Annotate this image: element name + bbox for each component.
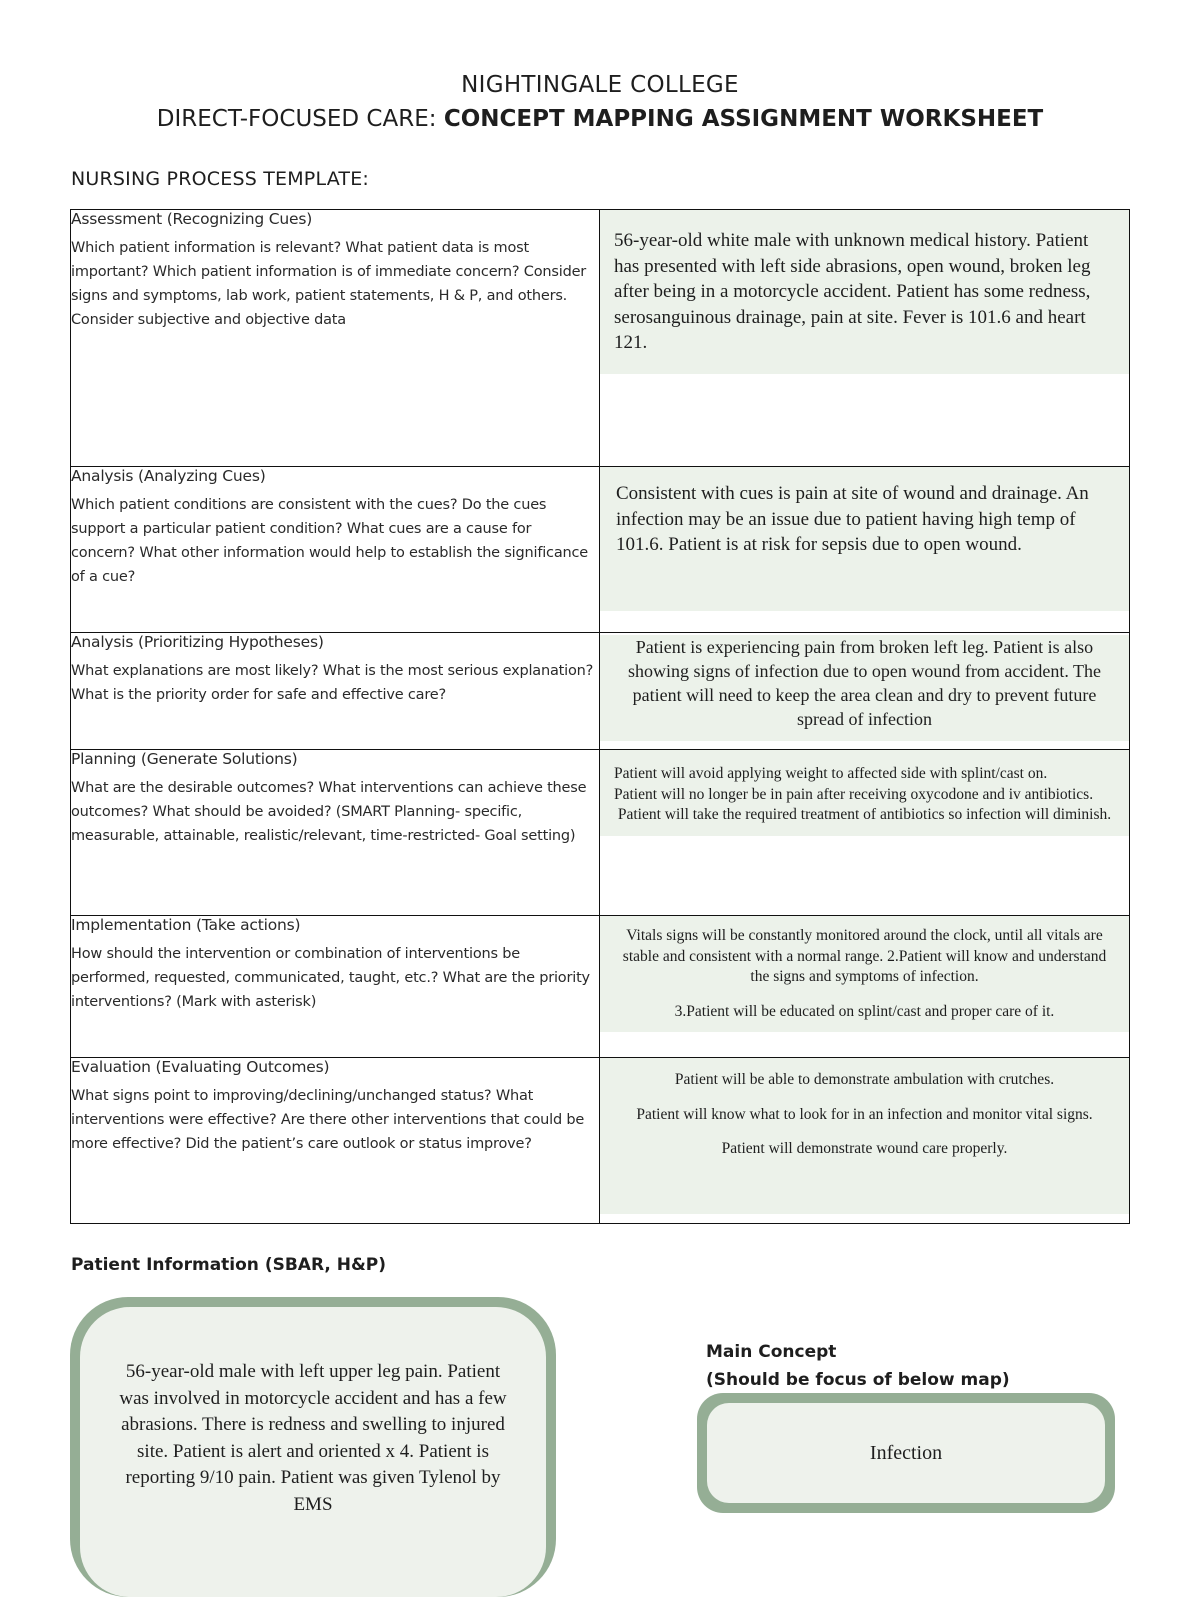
answer-cell[interactable] [600,916,1130,1058]
worksheet-title-bold: CONCEPT MAPPING ASSIGNMENT WORKSHEET [443,106,1044,132]
answer-text[interactable] [600,1058,1129,1214]
table-row [71,467,1130,633]
answer-cell[interactable] [600,210,1130,467]
table-row [71,916,1130,1058]
row-prompt: What are the desirable outcomes? What interventions can achieve these outcomes? What should be avoided? (SMART Planning- specific, measurable, attainable, realistic/relevant, time-restricted- Goal setting) [71,780,587,844]
question-cell [71,633,600,750]
main-concept-value[interactable]: Infection [707,1403,1105,1503]
table-row [71,750,1130,916]
answer-text[interactable] [600,916,1129,1032]
answer-paragraph: Vitals signs will be constantly monitored around the clock, until all vitals are stable and consistent with a normal range. 2.Patient will know and understand the signs and symptoms of infection. [622,927,1107,985]
answer-paragraph: Patient will take the required treatment of antibiotics so infection will diminish. [617,806,1112,823]
template-label: NURSING PROCESS TEMPLATE: [71,168,370,190]
answer-paragraph: Consistent with cues is pain at site of wound and drainage. An infection may be an issue due to patient having high temp of 101.6. Patient is at risk for sepsis due to open wound. [616,483,1089,555]
answer-text[interactable] [600,750,1129,836]
answer-text[interactable] [600,467,1129,611]
main-concept-label [706,1338,1010,1394]
worksheet-title [0,106,1200,132]
answer-cell[interactable] [600,1058,1130,1224]
question-cell [71,210,600,467]
question-cell [71,750,600,916]
answer-paragraph: Patient will be able to demonstrate ambulation with crutches. [674,1071,1055,1088]
nursing-process-table [70,209,1130,1224]
main-concept-title: Main Concept [706,1342,837,1362]
main-concept-hint: (Should be focus of below map) [706,1370,1010,1390]
answer-paragraph: Patient will no longer be in pain after receiving oxycodone and iv antibiotics. [614,785,1094,803]
answer-paragraph: Patient will avoid applying weight to affected side with splint/cast on. [614,765,1048,782]
table-row [71,1058,1130,1224]
answer-paragraph: Patient will demonstrate wound care properly. [721,1140,1008,1157]
patient-info-text: 56-year-old male with left upper leg pain. Patient was involved in motorcycle accident and has a few abrasions. There is redness and swelling to injured site. Patient is alert and oriented x 4. Patient is reporting 9/10 pain. Patient was given Tylenol by EMS [119,1361,507,1515]
row-prompt: What explanations are most likely? What is the most serious explanation? What is the priority order for safe and effective care? [71,663,594,703]
row-prompt: Which patient conditions are consistent with the cues? Do the cues support a particular patient condition? What cues are a cause for concern? What other information would help to establish the significance of a cue? [71,497,588,585]
answer-paragraph: Patient will know what to look for in an infection and monitor vital signs. [636,1105,1093,1123]
answer-cell[interactable] [600,750,1130,916]
answer-paragraph: Patient is experiencing pain from broken left leg. Patient is also showing signs of infection due to open wound from accident. The patient will need to keep the area clean and dry to prevent future spread of infection [627,637,1102,729]
row-title: Evaluation (Evaluating Outcomes) [71,1058,330,1076]
answer-cell[interactable] [600,633,1130,750]
answer-text[interactable] [600,635,1129,741]
row-prompt: How should the intervention or combination of interventions be performed, requested, communicated, taught, etc.? What are the priority interventions? (Mark with asterisk) [71,946,590,1010]
table-row [71,210,1130,467]
question-cell [71,1058,600,1224]
row-prompt: Which patient information is relevant? What patient data is most important? Which patient information is of immediate concern? Consider signs and symptoms, lab work, patient statements, H & P, and others. Consider subjective and objective data [71,240,587,328]
answer-paragraph: 3.Patient will be educated on splint/cast and proper care of it. [674,1002,1055,1020]
college-name: NIGHTINGALE COLLEGE [461,72,739,98]
row-title: Implementation (Take actions) [71,916,301,934]
answer-cell[interactable] [600,467,1130,633]
row-title: Analysis (Analyzing Cues) [71,467,266,485]
patient-info-label: Patient Information (SBAR, H&P) [71,1255,387,1275]
question-cell [71,467,600,633]
worksheet-title-prefix: DIRECT-FOCUSED CARE: [156,106,444,132]
patient-info-box [70,1297,556,1597]
answer-paragraph: 56-year-old white male with unknown medical history. Patient has presented with left side abrasions, open wound, broken leg after being in a motorcycle accident. Patient has some redness, serosanguinous drainage, pain at site. Fever is 101.6 and heart 121. [614,230,1091,353]
patient-info-inner[interactable] [80,1307,546,1597]
table-row [71,633,1130,750]
question-cell [71,916,600,1058]
row-title: Planning (Generate Solutions) [71,750,298,768]
answer-text[interactable] [600,210,1129,374]
row-prompt: What signs point to improving/declining/unchanged status? What interventions were effective? Are there other interventions that could be more effective? Did the patient’s care outlook or status improve? [71,1088,585,1152]
main-concept-box [697,1393,1115,1513]
row-title: Analysis (Prioritizing Hypotheses) [71,633,324,651]
row-title: Assessment (Recognizing Cues) [71,210,313,228]
